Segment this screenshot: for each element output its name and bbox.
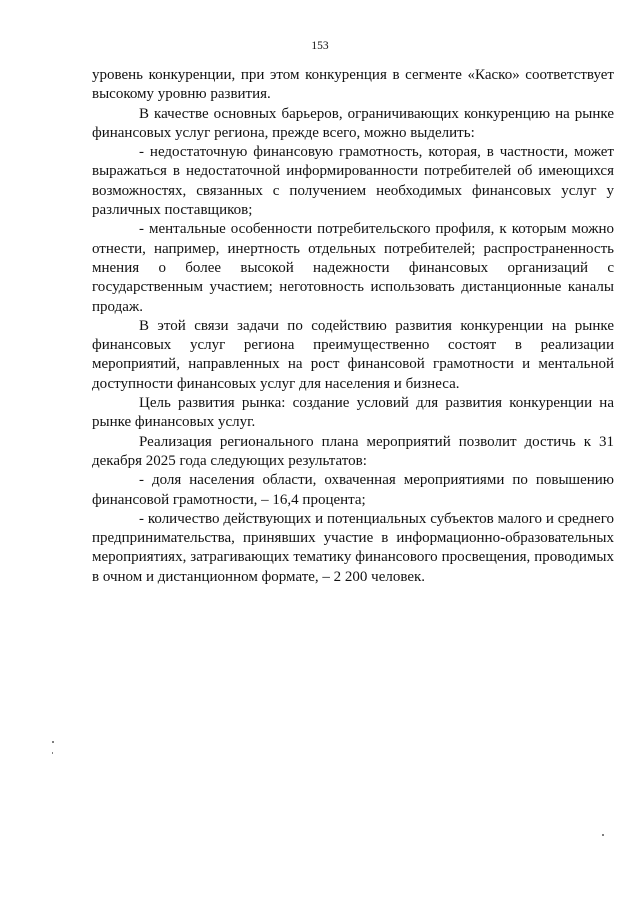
paragraph-goal: Цель развития рынка: создание условий для развития конкуренции на рынке финансовых услуг.: [92, 395, 614, 431]
scan-speck: [602, 834, 604, 836]
paragraph-results-intro: Реализация регионального плана мероприятий позволит достичь к 31 декабря 2025 года следующих результатов:: [92, 433, 614, 469]
paragraph-tasks: В этой связи задачи по содействию развития конкуренции на рынке финансовых услуг региона преимущественно состоят в реализации мероприятий, направленных на рост финансовой грамотности и ментальной доступности финансовых услуг для населения и бизнеса.: [92, 317, 614, 392]
scan-speck: [52, 741, 54, 743]
paragraph-barriers-intro: В качестве основных барьеров, ограничивающих конкуренцию на рынке финансовых услуг региона, прежде всего, можно выделить:: [92, 105, 614, 141]
paragraph-result-sme-count: - количество действующих и потенциальных субъектов малого и среднего предпринимательства, принявших участие в информационно-образовательных мероприятиях, затрагивающих тематику финансового просвещения, проводимых в очном и дистанционном формате, – 2 200 человек.: [92, 510, 614, 585]
paragraph-barrier-literacy: - недостаточную финансовую грамотность, которая, в частности, может выражаться в недостаточной информированности потребителей об имеющихся возможностях, связанных с получением необходимых финансовых услуг у различных поставщиков;: [92, 144, 614, 219]
paragraph-result-population-share: - доля населения области, охваченная мероприятиями по повышению финансовой грамотности, – 16,4 процента;: [92, 472, 614, 508]
document-body: [92, 66, 614, 587]
scan-speck: [52, 752, 53, 754]
paragraph-competition-level: уровень конкуренции, при этом конкуренция в сегменте «Каско» соответствует высокому уровню развития.: [92, 67, 614, 103]
paragraph-barrier-mental: - ментальные особенности потребительского профиля, к которым можно отнести, например, инертность отдельных потребителей; распространенность мнения о более высокой надежности финансовых организаций с государственным участием; неготовность использовать дистанционные каналы продаж.: [92, 221, 614, 315]
page-number: 153: [311, 40, 329, 52]
